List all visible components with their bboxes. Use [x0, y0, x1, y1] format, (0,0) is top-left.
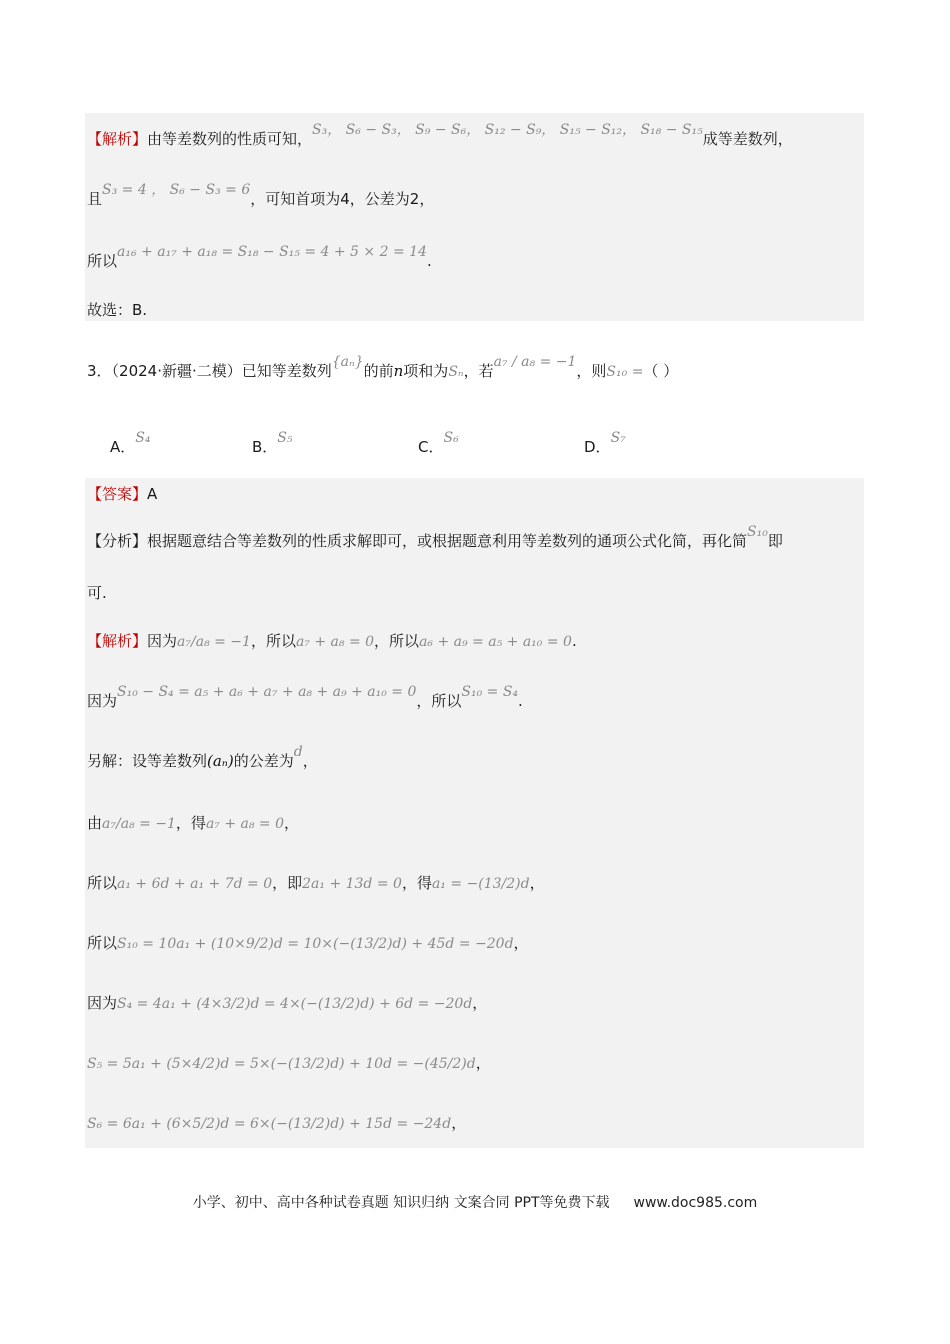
solution-step-2: 因为S₁₀ − S₄ = a₅ + a₆ + a₇ + a₈ + a₉ + a₁₀ = 0，所以S₁₀ = S₄. [87, 684, 523, 710]
option-d[interactable]: D．S₇ [584, 430, 626, 456]
footer-text: 小学、初中、高中各种试卷真题 知识归纳 文案合同 PPT等免费下载 [192, 1195, 610, 1211]
question-3: 3．（2024·新疆·二模）已知等差数列{aₙ}的前n项和为Sₙ，若a₇ / a₈ = −1，则S₁₀ =（ ） [87, 354, 679, 380]
page-footer [0, 1192, 950, 1212]
solution-step-6: 所以S₁₀ = 10a₁ + (10×9/2)d = 10×(−(13/2)d) + 45d = −20d， [87, 934, 529, 952]
jiexi-tag: 【解析】 [87, 130, 148, 148]
answer-value: A [147, 485, 158, 503]
solution-step-8: S₅ = 5a₁ + (5×4/2)d = 5×(−(13/2)d) + 10d = −(45/2)d， [87, 1054, 491, 1072]
solution-line-3: 所以a₁₆ + a₁₇ + a₁₈ = S₁₈ − S₁₅ = 4 + 5 × 2 = 14. [87, 244, 432, 270]
solution-line-2: 且S₃ = 4 ， S₆ − S₃ = 6，可知首项为4，公差为2， [87, 182, 435, 208]
solution-line-1: 【解析】由等差数列的性质可知，S₃， S₆ − S₃， S₉ − S₆， S₁₂ − S₉， S₁₅ − S₁₂， S₁₈ − S₁₅成等差数列， [87, 122, 793, 148]
option-a[interactable]: A．S₄ [110, 430, 151, 456]
option-c[interactable]: C．S₆ [418, 430, 459, 456]
analysis-tag: 【分析】 [87, 532, 148, 550]
solution-line-4: 故选：B. [87, 301, 148, 319]
solution-step-7: 因为S₄ = 4a₁ + (4×3/2)d = 4×(−(13/2)d) + 6d = −20d， [87, 994, 488, 1012]
solution-step-1: 【解析】因为a₇/a₈ = −1，所以a₇ + a₈ = 0，所以a₆ + a₉ = a₅ + a₁₀ = 0. [87, 632, 577, 650]
math-expr: a₁₆ + a₁₇ + a₁₈ = S₁₈ − S₁₅ = 4 + 5 × 2 = 14 [117, 244, 427, 260]
math-expr: S₃， S₆ − S₃， S₉ − S₆， S₁₂ − S₉， S₁₅ − S₁₂， S₁₈ − S₁₅ [312, 122, 703, 138]
math-expr: S₃ = 4 ， S₆ − S₃ = 6 [102, 182, 251, 198]
solution-step-3: 另解：设等差数列(aₙ)的公差为d， [87, 744, 318, 770]
analysis-cont: 可. [87, 584, 107, 602]
answer-tag: 【答案】 [87, 485, 148, 503]
solution-step-9: S₆ = 6a₁ + (6×5/2)d = 6×(−(13/2)d) + 15d = −24d， [87, 1114, 467, 1132]
answer-line [87, 483, 157, 505]
jiexi-tag: 【解析】 [87, 632, 148, 650]
solution-step-4: 由a₇/a₈ = −1，得a₇ + a₈ = 0， [87, 814, 300, 832]
analysis-line: 【分析】根据题意结合等差数列的性质求解即可，或根据题意利用等差数列的通项公式化简，再化简S₁₀即 [87, 524, 783, 550]
solution-step-5: 所以a₁ + 6d + a₁ + 7d = 0，即2a₁ + 13d = 0，得a₁ = −(13/2)d， [87, 874, 545, 892]
footer-link[interactable]: www.doc985.com [633, 1195, 758, 1211]
option-b[interactable]: B．S₅ [252, 430, 293, 456]
